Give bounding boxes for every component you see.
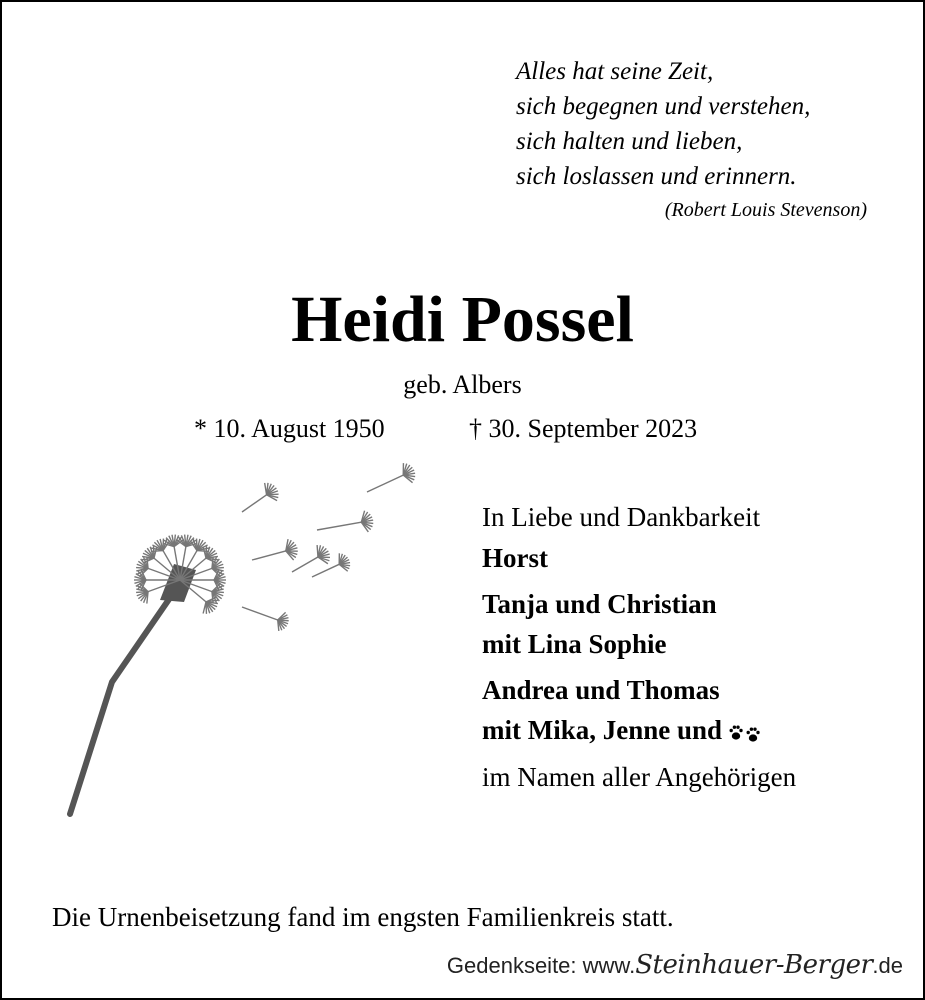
poem-line: sich halten und lieben, bbox=[516, 128, 743, 155]
mourner-name: mit Lina Sophie bbox=[482, 629, 667, 659]
mourners-outro: im Namen aller Angehörigen bbox=[482, 762, 797, 792]
deceased-name: Heidi Possel bbox=[291, 283, 634, 356]
brand-part-2: Berger bbox=[784, 950, 873, 980]
poem-line: sich begegnen und verstehen, bbox=[516, 93, 811, 120]
birth-date: * 10. August 1950 bbox=[194, 414, 385, 443]
birth-name: geb. Albers bbox=[403, 370, 522, 399]
brand-part-1: Steinhauer bbox=[635, 950, 776, 980]
burial-note: Die Urnenbeisetzung fand im engsten Familienkreis statt. bbox=[52, 902, 674, 932]
brand-name bbox=[635, 950, 872, 980]
paw-prints-icon bbox=[728, 723, 762, 743]
poem-line: Alles hat seine Zeit, bbox=[516, 58, 714, 85]
brand-separator: - bbox=[775, 950, 785, 980]
mourners-block bbox=[482, 496, 912, 798]
mourner-name-with-pets bbox=[482, 710, 912, 750]
poem-author: (Robert Louis Stevenson) bbox=[664, 199, 867, 221]
death-date: † 30. September 2023 bbox=[469, 414, 698, 443]
mourner-name: Horst bbox=[482, 543, 548, 573]
mourner-name: mit Mika, Jenne und bbox=[482, 715, 723, 745]
memorial-page-link[interactable] bbox=[447, 950, 903, 980]
footer-suffix: .de bbox=[872, 953, 903, 978]
poem-line: sich loslassen und erinnern. bbox=[516, 163, 797, 190]
mourners-intro: In Liebe und Dankbarkeit bbox=[482, 502, 761, 532]
footer-prefix: Gedenkseite: www. bbox=[446, 953, 636, 978]
mourner-name: Andrea und Thomas bbox=[482, 675, 720, 705]
poem bbox=[516, 54, 916, 194]
dandelion-icon bbox=[62, 452, 442, 832]
mourner-name: Tanja und Christian bbox=[482, 589, 717, 619]
